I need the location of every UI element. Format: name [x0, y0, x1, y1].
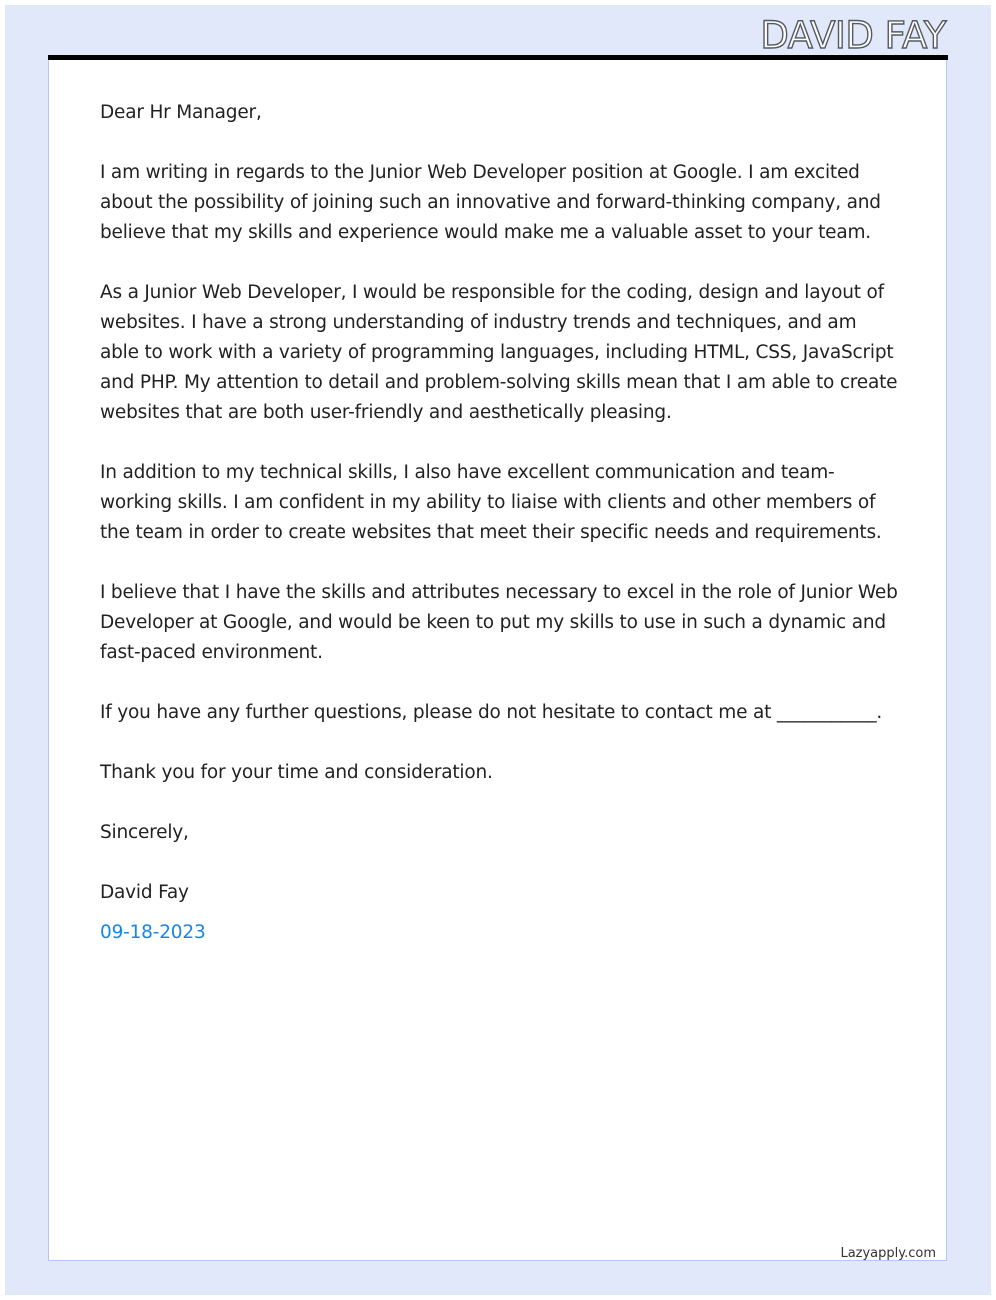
paragraph-contact: If you have any further questions, please do not hesitate to contact me at ___________. [100, 702, 883, 723]
paragraph-thanks: Thank you for your time and consideration. [100, 762, 493, 783]
letter-date: 09-18-2023 [100, 922, 206, 943]
signature: David Fay [100, 882, 189, 903]
applicant-name-heading: DAVID FAY [760, 14, 946, 57]
paragraph-intro: I am writing in regards to the Junior Web Developer position at Google. I am excited about the possibility of joining such an innovative and forward-thinking company, and believe that my skills and experience would make me a valuable asset to your team. [100, 162, 881, 243]
paragraph-fit: I believe that I have the skills and attributes necessary to excel in the role of Junior Web Developer at Google, and would be keen to put my skills to use in such a dynamic and fast-paced environment. [100, 582, 898, 663]
closing: Sincerely, [100, 822, 189, 843]
paragraph-role: As a Junior Web Developer, I would be responsible for the coding, design and layout of websites. I have a strong understanding of industry trends and techniques, and am able to work with a variety of programming languages, including HTML, CSS, JavaScript and PHP. My attention to detail and problem-solving skills mean that I am able to create websites that are both user-friendly and aesthetically pleasing. [100, 282, 898, 423]
footer-brand: Lazyapply.com [840, 1246, 936, 1261]
paragraph-soft-skills: In addition to my technical skills, I also have excellent communication and team-working skills. I am confident in my ability to liaise with clients and other members of the team in order to create websites that meet their specific needs and requirements. [100, 462, 882, 543]
letter-body [100, 98, 900, 978]
salutation: Dear Hr Manager, [100, 102, 262, 123]
